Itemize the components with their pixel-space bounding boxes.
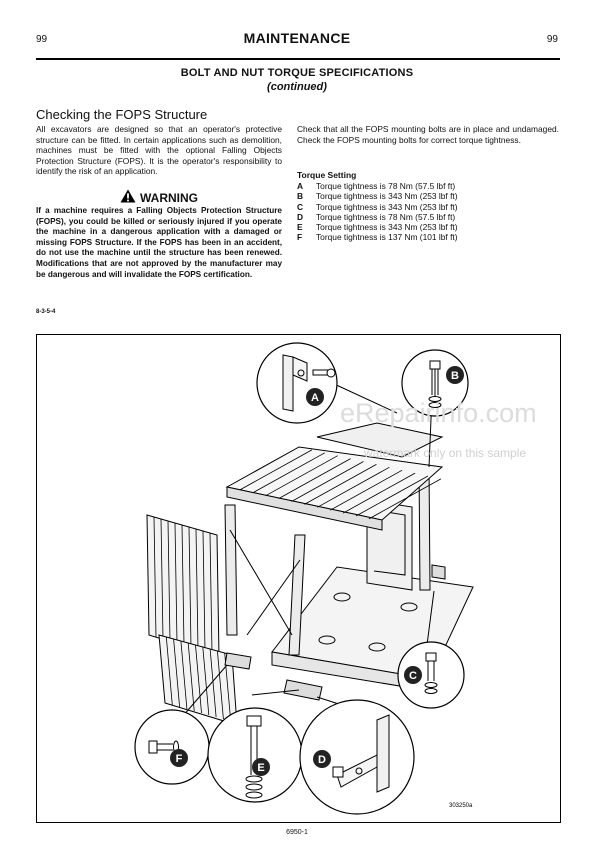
torque-letter: C — [297, 201, 304, 212]
torque-row — [297, 181, 458, 191]
warning-title: WARNING — [140, 191, 198, 205]
watermark-site: eRepairinfo.com — [340, 398, 537, 428]
warning-heading — [36, 189, 282, 205]
torque-value: Torque tightness is 78 Nm (57.5 lbf ft) — [316, 211, 456, 222]
check-paragraph: Check that all the FOPS mounting bolts are in place and undamaged. Check the FOPS mounting bolts for correct torque tightness. — [297, 124, 559, 145]
warning-text: If a machine requires a Falling Objects Protection Structure (FOPS), you could be killed or seriously injured if you operate the machine in a dangerous application with a damaged or missing FOPS Structure. If the FOPS has been in an accident, do not use the machine until the structure has been renewed. Modifications that are not approved by the manufacturer may be dangerous and will invalidate the FOPS certification. — [36, 206, 282, 279]
page-number-right: 99 — [546, 34, 558, 45]
torque-letter: F — [297, 232, 303, 243]
detail-circle-a — [257, 343, 337, 423]
subsection-title: Checking the FOPS Structure — [36, 107, 208, 122]
torque-letter: A — [297, 181, 304, 191]
figure-code: 303250a — [449, 803, 473, 809]
torque-value: Torque tightness is 78 Nm (57.5 lbf ft) — [316, 181, 456, 191]
callout-b: B — [451, 370, 459, 382]
torque-list — [297, 181, 458, 243]
section-heading: BOLT AND NUT TORQUE SPECIFICATIONS — [180, 67, 414, 79]
callout-a: A — [311, 392, 319, 404]
detail-circle-e — [208, 708, 302, 802]
header-rule — [36, 58, 560, 60]
detail-circle-c — [398, 642, 464, 708]
callout-c: C — [409, 670, 417, 682]
torque-value: Torque tightness is 137 Nm (101 lbf ft) — [316, 232, 458, 243]
torque-row — [297, 222, 458, 232]
torque-row — [297, 212, 458, 222]
callout-f: F — [175, 753, 183, 765]
page-number-left: 99 — [36, 34, 48, 45]
torque-letter: B — [297, 191, 304, 202]
torque-value: Torque tightness is 343 Nm (253 lbf ft) — [316, 201, 458, 212]
callout-e: E — [257, 762, 265, 774]
torque-row — [297, 191, 458, 201]
torque-row — [297, 202, 458, 212]
detail-circle-f — [135, 710, 209, 784]
torque-row — [297, 232, 458, 242]
torque-letter: D — [297, 211, 304, 222]
page-title: MAINTENANCE — [243, 30, 351, 46]
footer-doc-code: 6950-1 — [286, 829, 308, 836]
torque-setting-title: Torque Setting — [297, 170, 357, 180]
torque-value: Torque tightness is 343 Nm (253 lbf ft) — [316, 222, 458, 233]
detail-circle-d — [300, 700, 414, 814]
torque-value: Torque tightness is 343 Nm (253 lbf ft) — [316, 191, 458, 202]
callout-d: D — [318, 754, 326, 766]
reference-code: 8-3-5-4 — [36, 309, 56, 315]
intro-paragraph: All excavators are designed so that an operator's protective structure can be fitted. In certain applications such as demolition, machines must be fitted with the optional Falling Objects Protection Structure (FOPS). It is the operator's responsibility to identify the risk of an application. — [36, 124, 282, 176]
watermark-note: watermark only on this sample — [364, 446, 527, 460]
front-post-left — [225, 505, 237, 635]
torque-letter: E — [297, 222, 303, 233]
section-heading-continued: (continued) — [267, 81, 327, 93]
warning-icon — [120, 189, 136, 203]
